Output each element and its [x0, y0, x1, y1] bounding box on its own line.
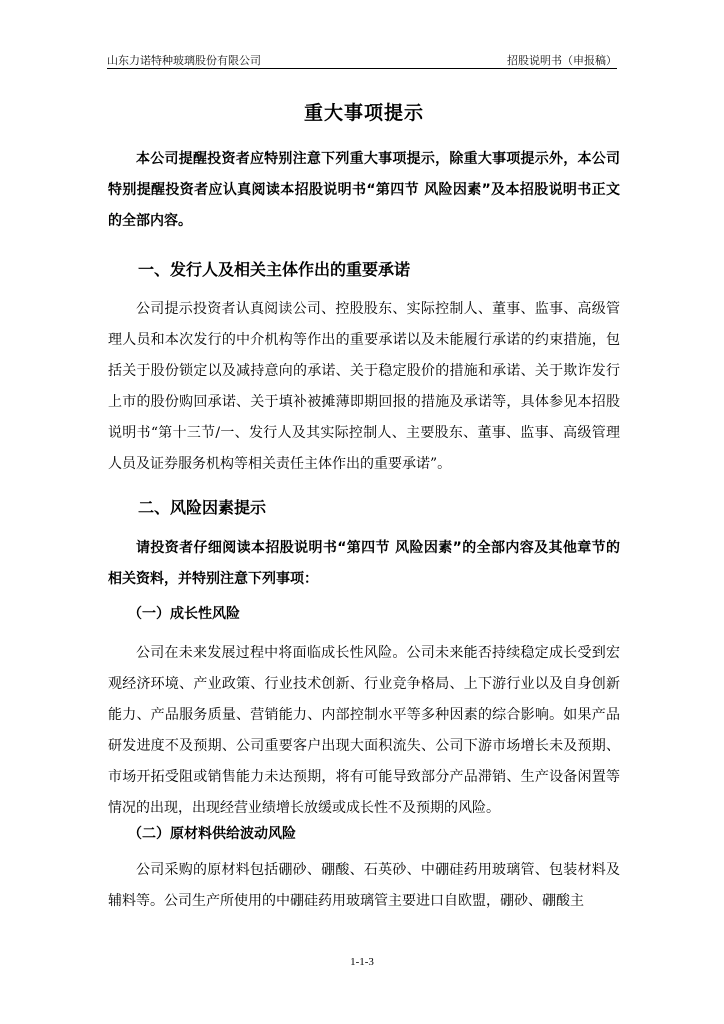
section-heading-risk-factors: 二、风险因素提示: [138, 498, 267, 517]
raw-material-risk-paragraph: 公司采购的原材料包括硼砂、硼酸、石英砂、中硼硅药用玻璃管、包装材料及辅料等。公司生产所使用的中硼硅药用玻璃管主要进口自欧盟，硼砂、硼酸主: [108, 862, 620, 909]
header-company-name: 山东力诺特种玻璃股份有限公司: [107, 54, 261, 67]
section-heading-commitments: 一、发行人及相关主体作出的重要承诺: [138, 260, 411, 279]
page-title: 重大事项提示: [303, 102, 424, 124]
subheading-growth-risk: （一）成长性风险: [128, 606, 240, 622]
page-number: 1-1-3: [350, 956, 374, 968]
commitments-paragraph: 公司提示投资者认真阅读公司、控股股东、实际控制人、董事、监事、高级管理人员和本次发行的中介机构等作出的重要承诺以及未能履行承诺的约束措施，包括关于股份锁定以及减持意向的承诺、关于稳定股价的措施和承诺、关于欺诈发行上市的股份购回承诺、关于填补被摊薄即期回报的措施及承诺等，具体参见本招股说明书“第十三节/一、发行人及其实际控制人、主要股东、董事、监事、高级管理人员及证券服务机构等相关责任主体作出的重要承诺”。: [108, 301, 620, 472]
header-document-type: 招股说明书（申报稿）: [507, 54, 617, 67]
intro-paragraph: 本公司提醒投资者应特别注意下列重大事项提示，除重大事项提示外，本公司特别提醒投资者应认真阅读本招股说明书“第四节 风险因素”及本招股说明书正文的全部内容。: [108, 151, 620, 229]
growth-risk-paragraph: 公司在未来发展过程中将面临成长性风险。公司未来能否持续稳定成长受到宏观经济环境、产业政策、行业技术创新、行业竞争格局、上下游行业以及自身创新能力、产品服务质量、营销能力、内部控制水平等多种因素的综合影响。如果产品研发进度不及预期、公司重要客户出现大面积流失、公司下游市场增长未及预期、市场开拓受阻或销售能力未达预期，将有可能导致部分产品滞销、生产设备闲置等情况的出现，出现经营业绩增长放缓或成长性不及预期的风险。: [108, 645, 620, 816]
page-header: [107, 50, 617, 69]
risk-factors-intro-paragraph: 请投资者仔细阅读本招股说明书“第四节 风险因素”的全部内容及其他章节的相关资料，并特别注意下列事项：: [108, 540, 620, 587]
subheading-raw-material-risk: （二）原材料供给波动风险: [128, 826, 296, 842]
